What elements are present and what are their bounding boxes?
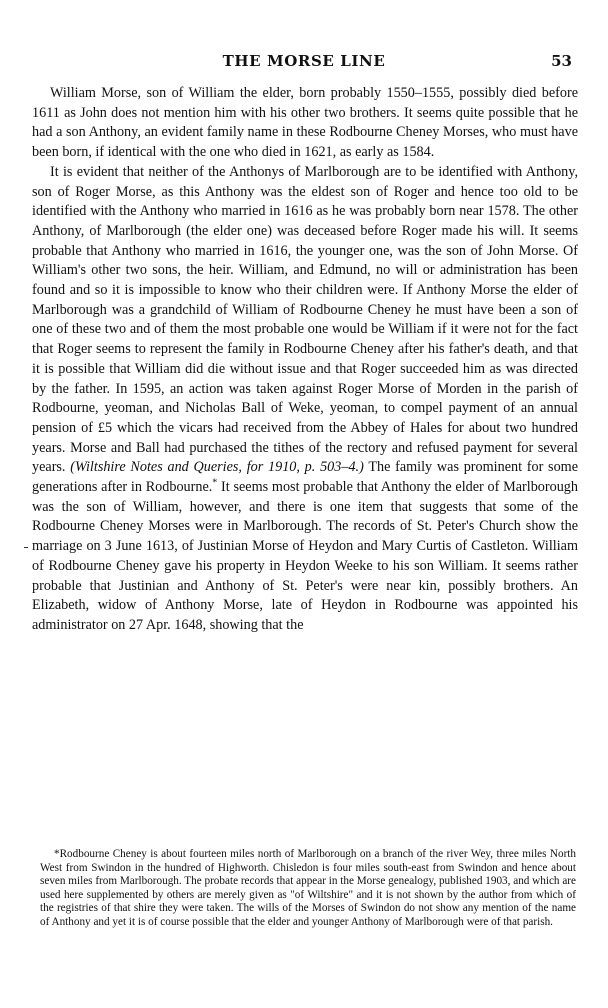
margin-mark <box>24 547 28 548</box>
body-text <box>32 84 578 636</box>
citation: (Wiltshire Notes and Queries, for 1910, p. 503–4.) <box>70 459 364 476</box>
page-header <box>32 52 576 72</box>
page-number: 53 <box>551 52 572 70</box>
paragraph-2 <box>32 163 578 636</box>
footnote-reference[interactable]: * <box>212 477 218 489</box>
footnote: *Rodbourne Cheney is about fourteen miles north of Marlborough on a branch of the river Wey, three miles North West from Swindon in the hundred of Highworth. Chisledon is four miles south-east from Swindon and hence about seven miles from Marlborough. The probate records that appear in the Morse genealogy, published 1903, and which are used here supplemented by others are merely given as "of Wiltshire" and it is not shown by the author from which of the registries of that shire they were taken. The wills of the Morses of Swindon do not show any mention of the name of Anthony and yet it is of course possible that the elder and younger Anthony of Marlborough were of that parish. <box>40 848 576 928</box>
paragraph-2-text: It is evident that neither of the Anthonys of Marlborough are to be identified with Anthony, son of Roger Morse, as this Anthony was the eldest son of Roger and hence too old to be identified with the Anthony who married in 1616 as he was probably born near 1578. The other Anthony, of Marlborough (the elder one) was deceased before Roger made his will. It seems probable that Anthony who married in 1616, the younger one, was the son of John Morse. Of William's other two sons, the heir. William, and Edmund, no will or administration has been found and so it is impossible to know who their children were. If Anthony Morse the elder of Marlborough was a grandchild of William of Rodbourne Cheney he must have been a son of one of these two and of them the most probable one would be William if it were not for the fact that Roger seems to represent the family in Rodbourne Cheney after his father's death, and that it is possible that William did die without issue and that Roger succeeded him as was directed by the father. In 1595, an action was taken against Roger Morse of Morden in the parish of Rodbourne, yeoman, and Nicholas Ball of Weke, yeoman, to compel payment of an annual pension of £5 which the vicars had received from the Abbey of Hales for about two hundred years. Morse and Ball had purchased the tithes of the rectory and refused payment for several years. <box>32 163 578 476</box>
paragraph-1: William Morse, son of William the elder, born probably 1550–1555, possibly died before 1611 as John does not mention him with his other two brothers. It seems quite possible that he had a son Anthony, an evident family name in these Rodbourne Cheney Morses, who must have been born, if identical with the one who died in 1621, as early as 1584. <box>32 85 578 161</box>
running-title: THE MORSE LINE <box>222 52 386 70</box>
paragraph-2-continued: The family was prominent for some generations after in Rodbourne. <box>32 459 579 496</box>
paragraph-2-end: It seems most probable that Anthony the elder of Marlborough was the son of William, however, and there is one item that suggests that some of the Rodbourne Cheney Morses were in Marlborough. The records of St. Peter's Church show the marriage on 3 June 1613, of Justinian Morse of Heydon and Mary Curtis of Castleton. William of Rodbourne Cheney gave his property in Heydon Weeke to his son William. It seems rather probable that Justinian and Anthony of St. Peter's were near kin, possibly brothers. An Elizabeth, widow of Anthony Morse, late of Heydon in Rodbourne was appointed his administrator on 27 Apr. 1648, showing that the <box>32 479 578 633</box>
